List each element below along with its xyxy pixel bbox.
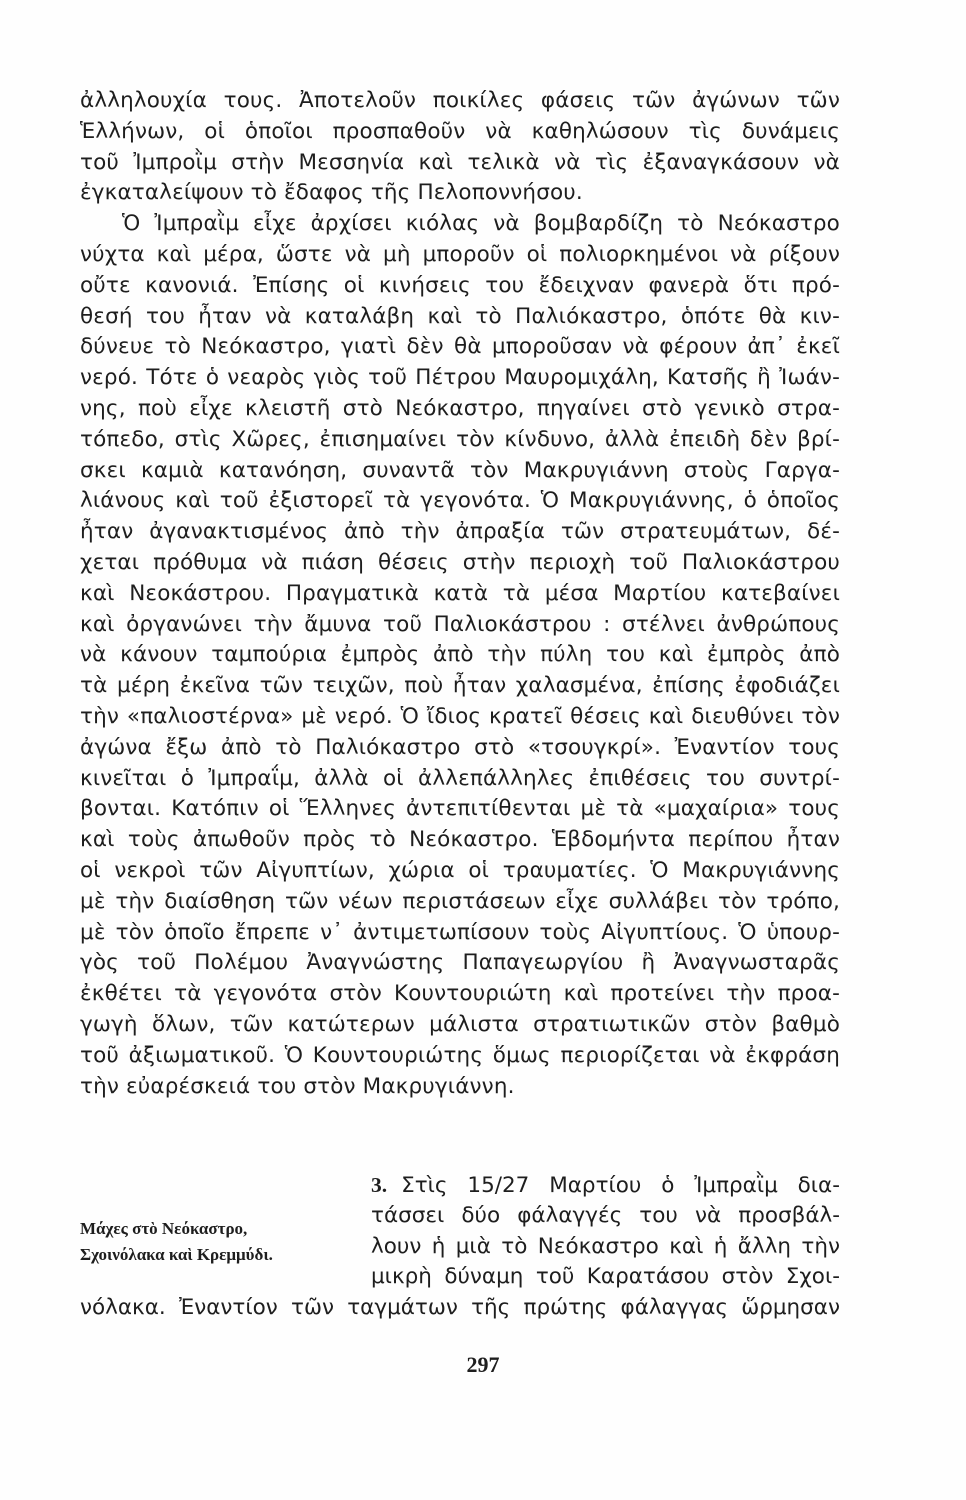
text-line: νύχτα καὶ μέρα, ὥστε νὰ μὴ μποροῦν οἱ πολιορκημένοι νὰ ρίξουν bbox=[80, 241, 840, 267]
text-line: νερό. Τότε ὁ νεαρὸς γιὸς τοῦ Πέτρου Μαυρομιχάλη, Κατσῆς ἢ Ἰωάν- bbox=[80, 365, 840, 391]
text-line: ἦταν ἀγανακτισμένος ἀπὸ τὴν ἀπραξία τῶν στρατευμάτων, δέ- bbox=[80, 519, 840, 545]
text-line: δύνευε τὸ Νεόκαστρο, γιατὶ δὲν θὰ μποροῦσαν νὰ φέρουν ἀπ᾿ ἐκεῖ bbox=[80, 334, 840, 360]
text-line: γὸς τοῦ Πολέμου Ἀναγνώστης Παπαγεωργίου ἢ Ἀναγνωσταρᾶς bbox=[80, 950, 840, 976]
text-line: οὔτε κανονιά. Ἐπίσης οἱ κινήσεις του ἔδειχναν φανερὰ ὅτι πρό- bbox=[80, 272, 840, 298]
text-line: τάσσει δύο φάλαγγές του νὰ προσβάλ- bbox=[371, 1202, 840, 1228]
section-first-line bbox=[371, 1170, 840, 1202]
text-line: λιάνους καὶ τοῦ ἐξιστορεῖ τὰ γεγονότα. Ὁ Μακρυγιάννης, ὁ ὁποῖος bbox=[80, 488, 840, 514]
text-line: μὲ τὸν ὁποῖο ἔπρεπε ν᾿ ἀντιμετωπίσουν τοὺς Αἰγυπτίους. Ὁ ὑπουρ- bbox=[80, 919, 840, 945]
text-line: τὰ μέρη ἐκεῖνα τῶν τειχῶν, ποὺ ἦταν χαλασμένα, ἐπίσης ἐφοδιάζει bbox=[80, 673, 840, 699]
text-line: νης, ποὺ εἶχε κλειστῆ στὸ Νεόκαστρο, πηγαίνει στὸ γενικὸ στρα- bbox=[80, 395, 840, 421]
text-line: ἐκθέτει τὰ γεγονότα στὸν Κουντουριώτη καὶ προτείνει τὴν προα- bbox=[80, 981, 840, 1007]
text-line: λουν ἡ μιὰ τὸ Νεόκαστρο καὶ ἡ ἄλλη τὴν bbox=[371, 1233, 840, 1259]
text-line: γωγὴ ὅλων, τῶν κατώτερων μάλιστα στρατιωτικῶν στὸν βαθμὸ bbox=[80, 1011, 840, 1037]
text-line: κινεῖται ὁ Ἰμπραΐμ, ἀλλὰ οἱ ἀλλεπάλληλες ἐπιθέσεις του συντρί- bbox=[80, 765, 840, 791]
text-line: καὶ τοὺς ἀπωθοῦν πρὸς τὸ Νεόκαστρο. Ἑβδομήντα περίπου ἦταν bbox=[80, 827, 840, 853]
text-line: καὶ Νεοκάστρου. Πραγματικὰ κατὰ τὰ μέσα Μαρτίου κατεβαίνει bbox=[80, 580, 840, 606]
main-paragraph bbox=[80, 86, 840, 1102]
text-line: ἀγώνα ἔξω ἀπὸ τὸ Παλιόκαστρο στὸ «τσουγκρί». Ἐναντίον τους bbox=[80, 734, 840, 760]
text-line: τὴν «παλιοστέρνα» μὲ νερό. Ὁ ἴδιος κρατεῖ θέσεις καὶ διευθύνει τὸν bbox=[80, 703, 840, 729]
text-line: τοῦ ἀξιωματικοῦ. Ὁ Κουντουριώτης ὅμως περιορίζεται νὰ ἐκφράση bbox=[80, 1042, 840, 1068]
text-line: οἱ νεκροὶ τῶν Αἰγυπτίων, χώρια οἱ τραυματίες. Ὁ Μακρυγιάννης bbox=[80, 857, 840, 883]
text-line: Ὁ Ἰμπραῒμ εἶχε ἀρχίσει κιόλας νὰ βομβαρδίζη τὸ Νεόκαστρο bbox=[122, 211, 840, 237]
text-line: μὲ τὴν διαίσθηση τῶν νέων περιστάσεων εἶχε συλλάβει τὸν τρόπο, bbox=[80, 888, 840, 914]
page-number: 297 bbox=[466, 1352, 500, 1377]
text-line: Ἑλλήνων, οἱ ὁποῖοι προσπαθοῦν νὰ καθηλώσουν τὶς δυνάμεις bbox=[80, 118, 840, 144]
text-line: νὰ κάνουν ταμπούρια ἐμπρὸς ἀπὸ τὴν πύλη του καὶ ἐμπρὸς ἀπὸ bbox=[80, 642, 840, 668]
text-line: ἀλληλουχία τους. Ἀποτελοῦν ποικίλες φάσεις τῶν ἀγώνων τῶν bbox=[80, 88, 840, 113]
text-line: καὶ ὀργανώνει τὴν ἄμυνα τοῦ Παλιοκάστρου : στέλνει ἀνθρώπους bbox=[80, 611, 840, 637]
text-line: τοῦ Ἰμπροῒμ στὴν Μεσσηνία καὶ τελικὰ νὰ τὶς ἐξαναγκάσουν νὰ bbox=[80, 149, 840, 175]
text-line: μικρὴ δύναμη τοῦ Καρατάσου στὸν Σχοι- bbox=[371, 1264, 840, 1290]
text-line: σκει καμιὰ κατανόηση, συναντᾶ τὸν Μακρυγιάννη στοὺς Γαργα- bbox=[80, 457, 840, 483]
text-line: τόπεδο, στὶς Χῶρες, ἐπισημαίνει τὸν κίνδυνο, ἀλλὰ ἐπειδὴ δὲν βρί- bbox=[80, 426, 840, 452]
text-line: νόλακα. Ἐναντίον τῶν ταγμάτων τῆς πρώτης φάλαγγας ὥρμησαν bbox=[80, 1295, 840, 1321]
text-line: βονται. Κατόπιν οἱ Ἕλληνες ἀντεπιτίθενται μὲ τὰ «μαχαίρια» τους bbox=[80, 796, 840, 822]
text-line: ἐγκαταλείψουν τὸ ἔδαφος τῆς Πελοποννήσου. bbox=[80, 180, 583, 206]
text-line: χεται πρόθυμα νὰ πιάση θέσεις στὴν περιοχὴ τοῦ Παλιοκάστρου bbox=[80, 549, 840, 575]
section-number: 3. bbox=[371, 1173, 388, 1197]
section-first-text: Στὶς 15/27 Μαρτίου ὁ Ἰμπραῒμ δια- bbox=[401, 1173, 840, 1198]
margin-heading-line: Σχοινόλακα καὶ Κρεμμύδι. bbox=[80, 1245, 273, 1264]
text-line: τὴν εὐαρέσκειά του στὸν Μακρυγιάννη. bbox=[80, 1073, 515, 1099]
text-line: θεσή του ἦταν νὰ καταλάβη καὶ τὸ Παλιόκαστρο, ὁπότε θὰ κιν- bbox=[80, 303, 840, 329]
margin-heading-line: Μάχες στὸ Νεόκαστρο, bbox=[80, 1219, 248, 1238]
margin-heading bbox=[80, 1216, 325, 1268]
